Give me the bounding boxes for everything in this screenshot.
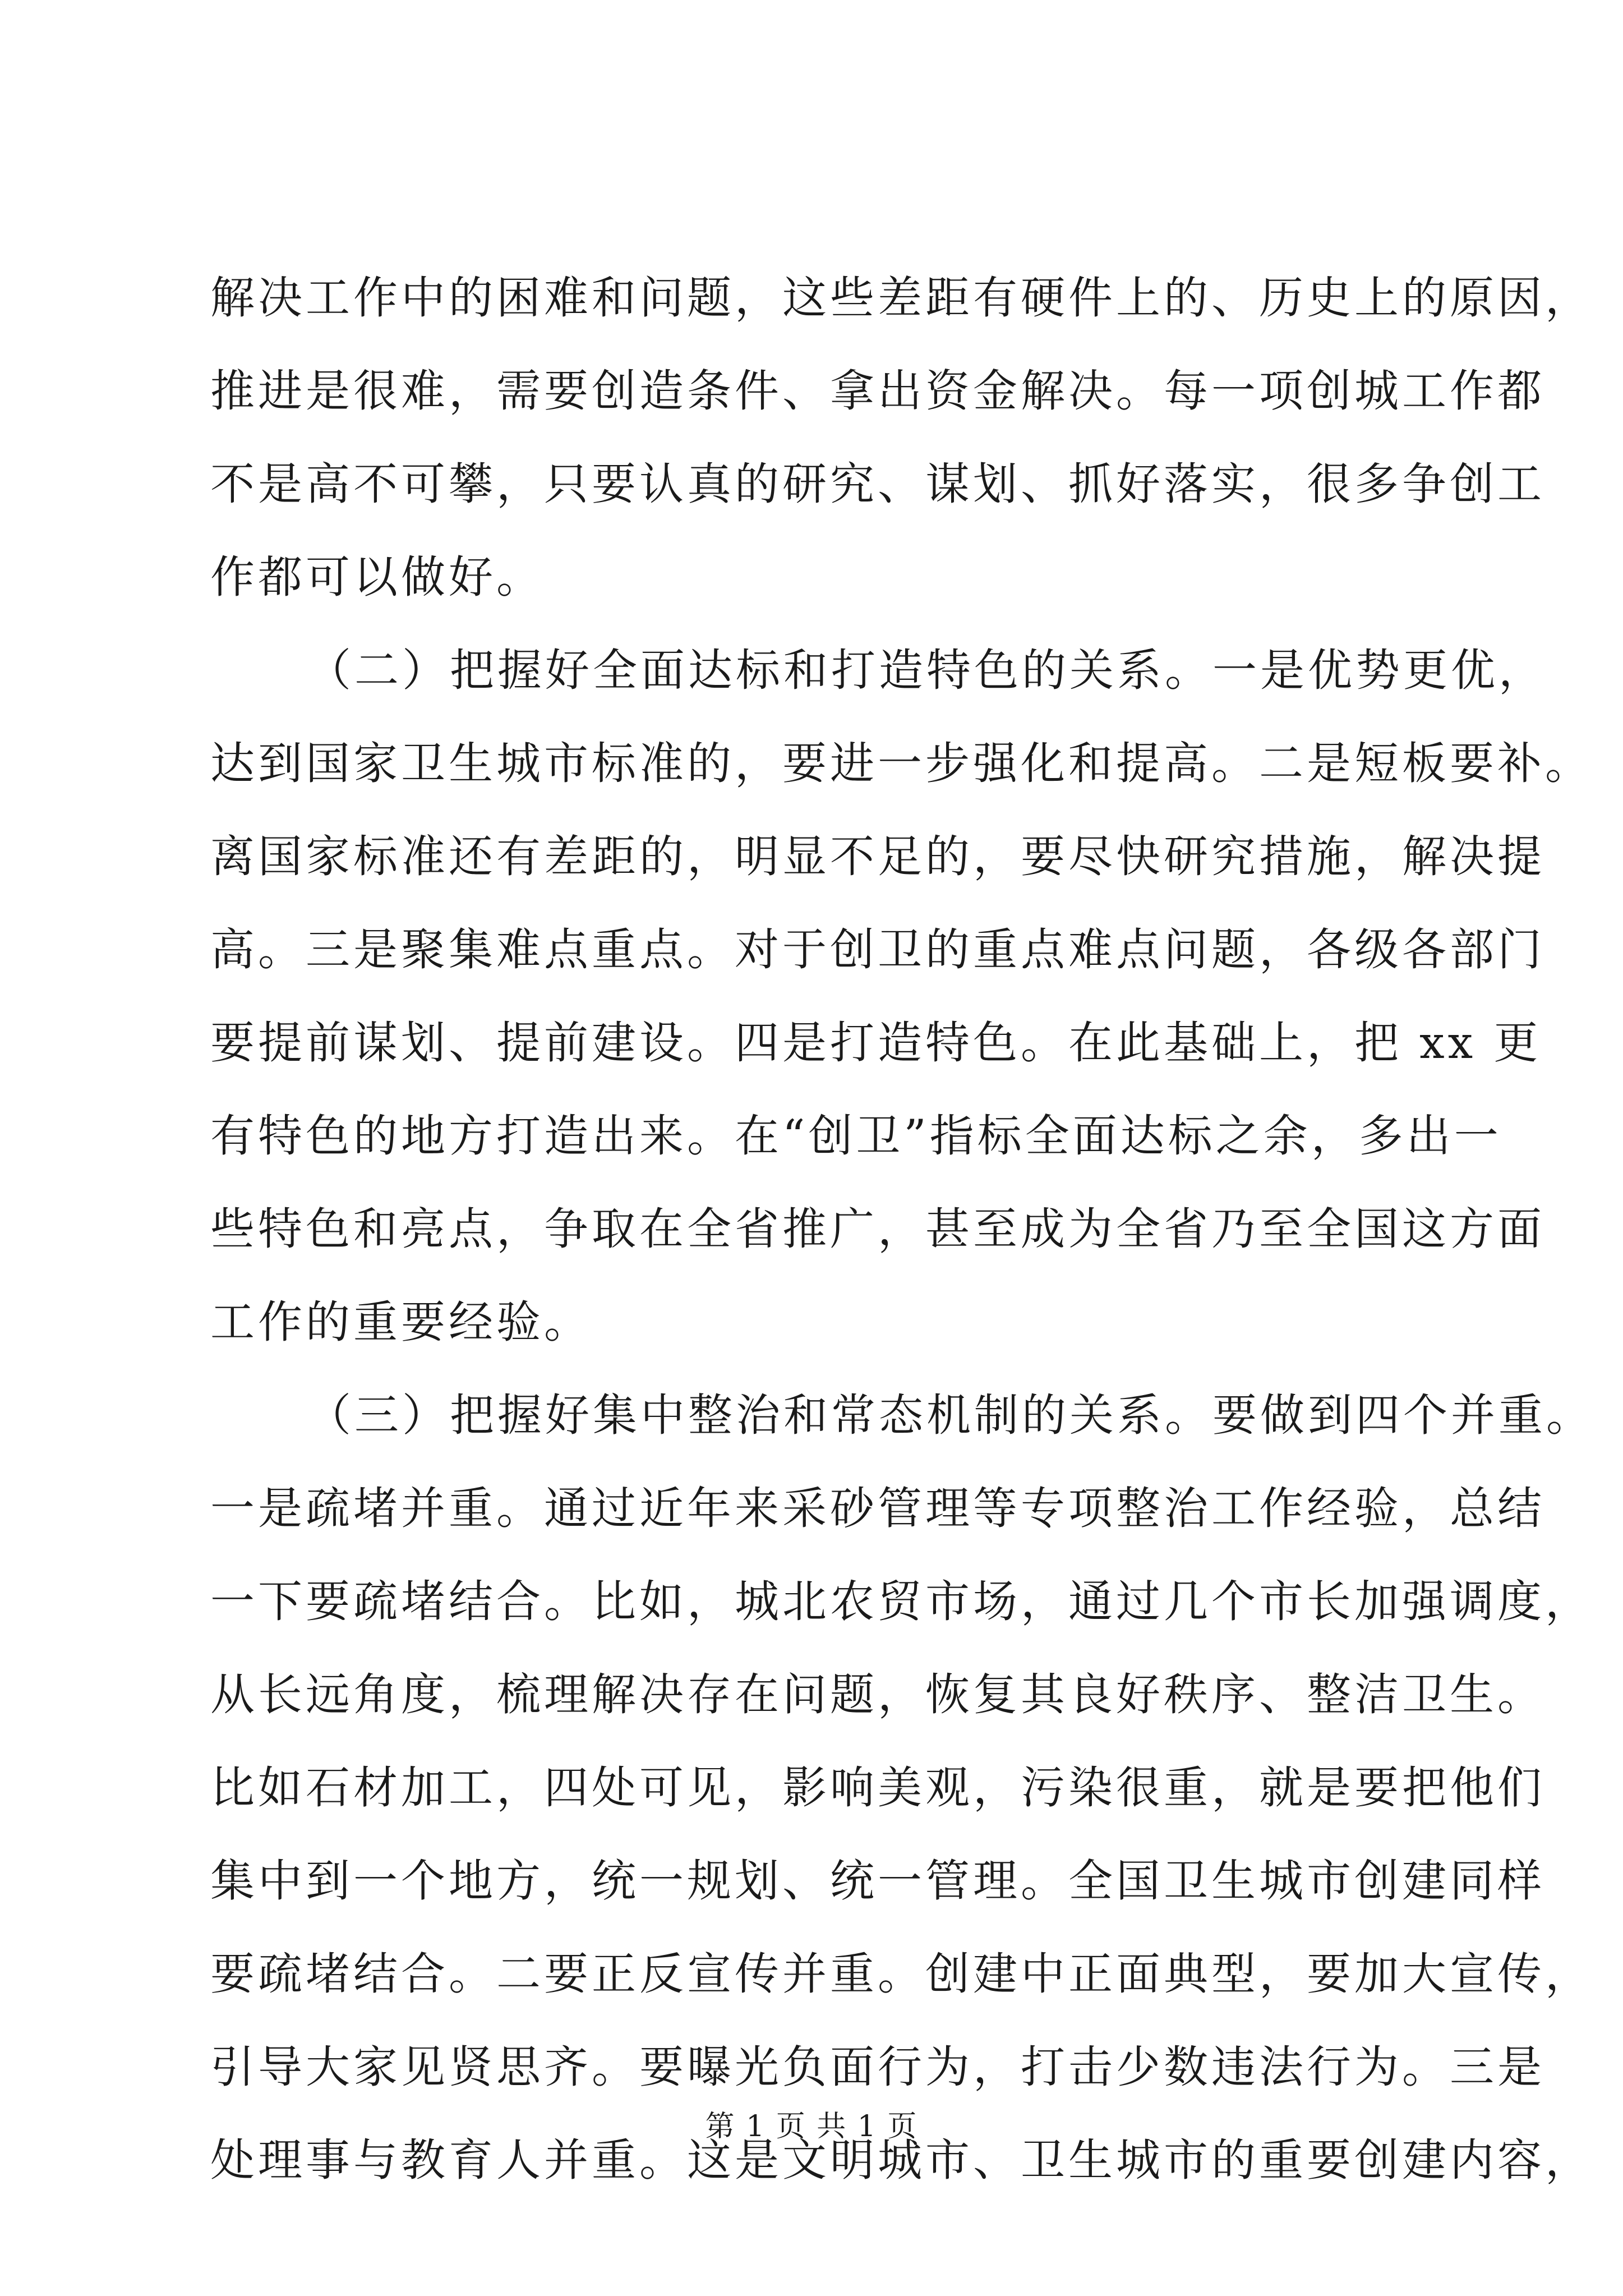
text-line: 不是高不可攀，只要认真的研究、谋划、抓好落实，很多争创工 (210, 458, 1545, 510)
text-line: 处理事与教育人并重。这是文明城市、卫生城市的重要创建内容， (210, 2134, 1593, 2186)
text-line: 些特色和亮点，争取在全省推广，甚至成为全省乃至全国这方面 (210, 1203, 1545, 1255)
text-line: 有特色的地方打造出来。在“创卫”指标全面达标之余，多出一 (210, 1110, 1502, 1162)
page-footer: 第 1 页 共 1 页 (705, 2110, 918, 2143)
text-line: 要疏堵结合。二要正反宣传并重。创建中正面典型，要加大宣传， (210, 1948, 1593, 2000)
text-line: 引导大家见贤思齐。要曝光负面行为，打击少数违法行为。三是 (210, 2041, 1545, 2093)
paragraph-3-first-line: （三）把握好集中整治和常态机制的关系。要做到四个并重。 (307, 1389, 1594, 1441)
text-line: 要提前谋划、提前建设。四是打造特色。在此基础上，把 xx 更 (210, 1017, 1542, 1069)
text-line: 解决工作中的困难和问题，这些差距有硬件上的、历史上的原因， (210, 272, 1593, 324)
text-line: 达到国家卫生城市标准的，要进一步强化和提高。二是短板要补。 (210, 738, 1593, 789)
text-line: 一下要疏堵结合。比如，城北农贸市场，通过几个市长加强调度， (210, 1576, 1593, 1627)
text-line: 工作的重要经验。 (210, 1296, 592, 1348)
text-line: 离国家标准还有差距的，明显不足的，要尽快研究措施，解决提 (210, 831, 1545, 882)
text-line: 推进是很难，需要创造条件、拿出资金解决。每一项创城工作都 (210, 365, 1545, 417)
text-line: 集中到一个地方，统一规划、统一管理。全国卫生城市创建同样 (210, 1855, 1545, 1907)
document-body (210, 251, 1594, 2207)
text-line: 一是疏堵并重。通过近年来采砂管理等专项整治工作经验，总结 (210, 1483, 1545, 1534)
text-line: 从长远角度，梳理解决存在问题，恢复其良好秩序、整洁卫生。 (210, 1669, 1545, 1720)
text-line: 作都可以做好。 (210, 551, 544, 603)
text-line: 高。三是聚集难点重点。对于创卫的重点难点问题，各级各部门 (210, 924, 1545, 976)
text-line: 比如石材加工，四处可见，影响美观，污染很重，就是要把他们 (210, 1762, 1545, 1814)
paragraph-2-first-line: （二）把握好全面达标和打造特色的关系。一是优势更优， (307, 645, 1546, 696)
